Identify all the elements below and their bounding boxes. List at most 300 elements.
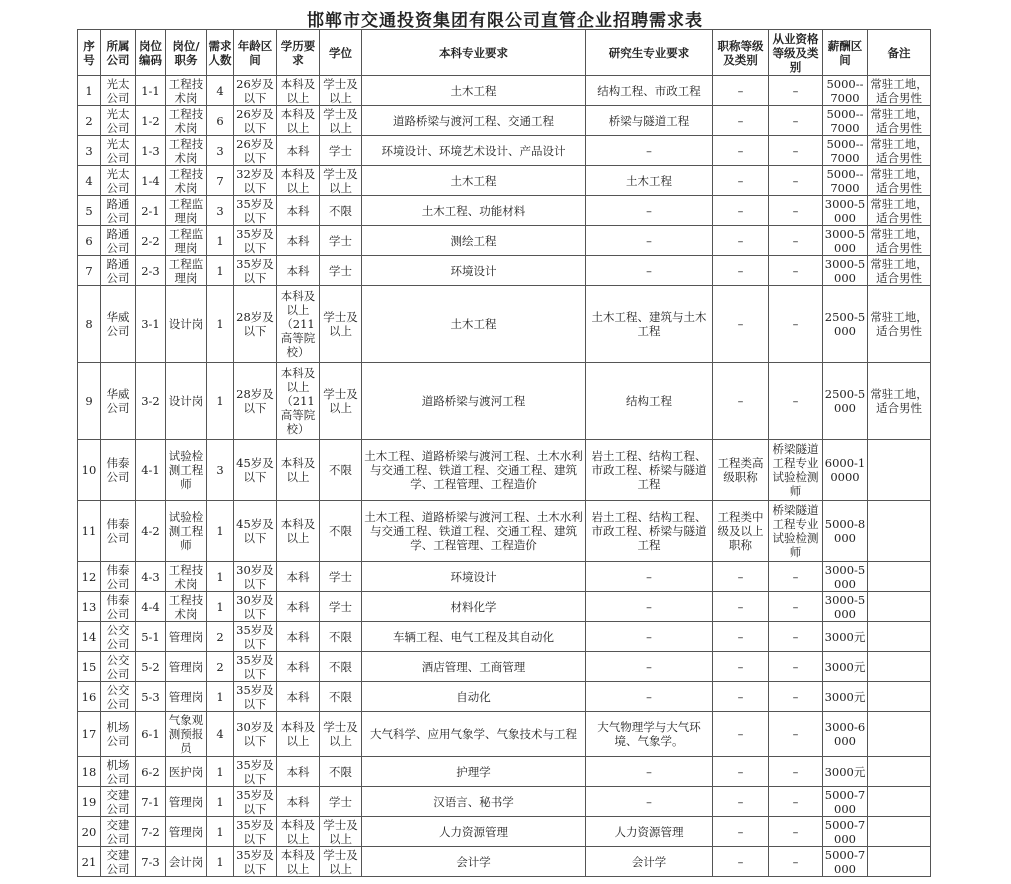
cell-headcount: 1 (207, 787, 234, 817)
cell-salary: 5000-7000 (823, 787, 868, 817)
cell-post: 试验检测工程师 (166, 501, 207, 562)
table-row (78, 106, 931, 136)
cell-title-level: – (713, 757, 769, 787)
cell-post-code: 3-2 (136, 363, 166, 440)
cell-undergrad-major: 道路桥梁与渡河工程、交通工程 (362, 106, 586, 136)
document-page (70, 0, 940, 884)
table-row (78, 592, 931, 622)
cell-post: 工程监理岗 (166, 256, 207, 286)
cell-headcount: 1 (207, 757, 234, 787)
cell-education: 本科 (277, 652, 320, 682)
cell-remarks (868, 712, 931, 757)
cell-remarks (868, 562, 931, 592)
cell-postgrad-major: 大气物理学与大气环境、气象学。 (586, 712, 713, 757)
cell-post-code: 5-3 (136, 682, 166, 712)
cell-age-range: 45岁及以下 (234, 501, 277, 562)
cell-education: 本科 (277, 757, 320, 787)
cell-post: 会计岗 (166, 847, 207, 877)
cell-title-level: – (713, 196, 769, 226)
cell-remarks (868, 682, 931, 712)
cell-seq: 1 (78, 76, 101, 106)
table-row (78, 712, 931, 757)
cell-age-range: 35岁及以下 (234, 682, 277, 712)
cell-age-range: 35岁及以下 (234, 817, 277, 847)
cell-undergrad-major: 土木工程、功能材料 (362, 196, 586, 226)
header-post: 岗位/职务 (166, 30, 207, 76)
cell-remarks (868, 652, 931, 682)
cell-post-code: 2-3 (136, 256, 166, 286)
cell-salary: 5000--7000 (823, 106, 868, 136)
cell-headcount: 6 (207, 106, 234, 136)
cell-seq: 2 (78, 106, 101, 136)
cell-company: 光太公司 (101, 166, 136, 196)
cell-age-range: 26岁及以下 (234, 76, 277, 106)
cell-undergrad-major: 土木工程 (362, 76, 586, 106)
cell-undergrad-major: 人力资源管理 (362, 817, 586, 847)
cell-headcount: 3 (207, 136, 234, 166)
header-company: 所属公司 (101, 30, 136, 76)
cell-seq: 17 (78, 712, 101, 757)
cell-qualification: – (769, 196, 823, 226)
cell-postgrad-major: – (586, 757, 713, 787)
cell-seq: 21 (78, 847, 101, 877)
cell-post: 医护岗 (166, 757, 207, 787)
cell-salary: 3000元 (823, 757, 868, 787)
cell-company: 伟泰公司 (101, 562, 136, 592)
cell-postgrad-major: – (586, 592, 713, 622)
cell-degree: 不限 (320, 622, 362, 652)
cell-salary: 3000-5000 (823, 226, 868, 256)
cell-undergrad-major: 材料化学 (362, 592, 586, 622)
cell-education: 本科 (277, 592, 320, 622)
cell-degree: 学士 (320, 136, 362, 166)
cell-postgrad-major: 结构工程 (586, 363, 713, 440)
cell-age-range: 26岁及以下 (234, 136, 277, 166)
cell-post-code: 7-3 (136, 847, 166, 877)
cell-degree: 学士及以上 (320, 166, 362, 196)
cell-company: 路通公司 (101, 256, 136, 286)
cell-remarks (868, 817, 931, 847)
cell-undergrad-major: 土木工程 (362, 166, 586, 196)
cell-salary: 3000元 (823, 622, 868, 652)
cell-education: 本科及以上 (277, 440, 320, 501)
cell-headcount: 2 (207, 652, 234, 682)
cell-post-code: 2-2 (136, 226, 166, 256)
cell-post-code: 5-2 (136, 652, 166, 682)
cell-company: 伟泰公司 (101, 501, 136, 562)
cell-post-code: 4-4 (136, 592, 166, 622)
cell-degree: 不限 (320, 440, 362, 501)
cell-education: 本科及以上 (277, 817, 320, 847)
cell-education: 本科 (277, 196, 320, 226)
cell-salary: 2500-5000 (823, 286, 868, 363)
cell-seq: 10 (78, 440, 101, 501)
cell-education: 本科及以上（211高等院校） (277, 286, 320, 363)
cell-degree: 不限 (320, 757, 362, 787)
cell-company: 交建公司 (101, 817, 136, 847)
cell-age-range: 35岁及以下 (234, 847, 277, 877)
cell-education: 本科 (277, 136, 320, 166)
cell-qualification: – (769, 847, 823, 877)
cell-qualification: – (769, 712, 823, 757)
cell-post: 气象观测预报员 (166, 712, 207, 757)
cell-seq: 4 (78, 166, 101, 196)
cell-title-level: – (713, 817, 769, 847)
cell-education: 本科 (277, 622, 320, 652)
cell-headcount: 3 (207, 440, 234, 501)
cell-title-level: – (713, 76, 769, 106)
cell-qualification: – (769, 682, 823, 712)
cell-remarks: 常驻工地，适合男性 (868, 226, 931, 256)
cell-seq: 19 (78, 787, 101, 817)
cell-degree: 不限 (320, 652, 362, 682)
cell-undergrad-major: 大气科学、应用气象学、气象技术与工程 (362, 712, 586, 757)
cell-education: 本科及以上 (277, 847, 320, 877)
cell-postgrad-major: – (586, 652, 713, 682)
header-headcount: 需求人数 (207, 30, 234, 76)
cell-company: 公交公司 (101, 622, 136, 652)
cell-company: 公交公司 (101, 652, 136, 682)
cell-company: 交建公司 (101, 787, 136, 817)
cell-post: 管理岗 (166, 622, 207, 652)
cell-remarks: 常驻工地，适合男性 (868, 256, 931, 286)
cell-headcount: 7 (207, 166, 234, 196)
table-row (78, 622, 931, 652)
cell-headcount: 2 (207, 622, 234, 652)
table-row (78, 196, 931, 226)
cell-post-code: 3-1 (136, 286, 166, 363)
header-degree: 学位 (320, 30, 362, 76)
cell-headcount: 1 (207, 817, 234, 847)
cell-education: 本科及以上 (277, 106, 320, 136)
cell-degree: 学士及以上 (320, 363, 362, 440)
cell-postgrad-major: – (586, 562, 713, 592)
cell-headcount: 1 (207, 682, 234, 712)
table-row (78, 76, 931, 106)
header-post-code: 岗位编码 (136, 30, 166, 76)
cell-company: 光太公司 (101, 136, 136, 166)
cell-salary: 5000-7000 (823, 817, 868, 847)
cell-undergrad-major: 环境设计 (362, 562, 586, 592)
header-seq: 序号 (78, 30, 101, 76)
cell-remarks (868, 440, 931, 501)
cell-headcount: 1 (207, 501, 234, 562)
cell-title-level: – (713, 712, 769, 757)
cell-undergrad-major: 土木工程、道路桥梁与渡河工程、土木水利与交通工程、铁道工程、交通工程、建筑学、工程管理、工程造价 (362, 501, 586, 562)
cell-salary: 5000-8000 (823, 501, 868, 562)
cell-headcount: 4 (207, 76, 234, 106)
cell-salary: 3000-6000 (823, 712, 868, 757)
cell-seq: 16 (78, 682, 101, 712)
cell-seq: 3 (78, 136, 101, 166)
cell-seq: 6 (78, 226, 101, 256)
cell-degree: 学士及以上 (320, 106, 362, 136)
cell-post: 工程技术岗 (166, 136, 207, 166)
cell-post: 管理岗 (166, 652, 207, 682)
table-row (78, 562, 931, 592)
cell-headcount: 1 (207, 562, 234, 592)
cell-postgrad-major: – (586, 136, 713, 166)
cell-remarks: 常驻工地，适合男性 (868, 136, 931, 166)
table-row (78, 682, 931, 712)
cell-company: 华威公司 (101, 363, 136, 440)
cell-title-level: – (713, 622, 769, 652)
cell-education: 本科 (277, 787, 320, 817)
cell-age-range: 35岁及以下 (234, 787, 277, 817)
cell-post-code: 4-2 (136, 501, 166, 562)
cell-salary: 6000-10000 (823, 440, 868, 501)
cell-headcount: 3 (207, 196, 234, 226)
cell-post-code: 1-2 (136, 106, 166, 136)
cell-seq: 12 (78, 562, 101, 592)
cell-education: 本科 (277, 682, 320, 712)
cell-education: 本科及以上 (277, 76, 320, 106)
cell-seq: 5 (78, 196, 101, 226)
cell-headcount: 1 (207, 592, 234, 622)
cell-salary: 3000-5000 (823, 196, 868, 226)
cell-title-level: 工程类高级职称 (713, 440, 769, 501)
cell-post-code: 4-3 (136, 562, 166, 592)
cell-age-range: 30岁及以下 (234, 562, 277, 592)
cell-salary: 3000-5000 (823, 592, 868, 622)
cell-degree: 学士及以上 (320, 817, 362, 847)
cell-postgrad-major: – (586, 196, 713, 226)
document-title: 邯郸市交通投资集团有限公司直管企业招聘需求表 (307, 11, 703, 31)
cell-education: 本科及以上 (277, 166, 320, 196)
recruitment-table (77, 29, 931, 877)
cell-postgrad-major: – (586, 226, 713, 256)
cell-age-range: 35岁及以下 (234, 622, 277, 652)
cell-post-code: 5-1 (136, 622, 166, 652)
cell-title-level: 工程类中级及以上职称 (713, 501, 769, 562)
cell-post-code: 1-1 (136, 76, 166, 106)
cell-qualification: – (769, 286, 823, 363)
cell-title-level: – (713, 847, 769, 877)
cell-undergrad-major: 护理学 (362, 757, 586, 787)
cell-degree: 不限 (320, 501, 362, 562)
cell-qualification: – (769, 76, 823, 106)
cell-degree: 学士 (320, 787, 362, 817)
header-undergrad-major: 本科专业要求 (362, 30, 586, 76)
table-row (78, 501, 931, 562)
cell-degree: 不限 (320, 682, 362, 712)
cell-title-level: – (713, 682, 769, 712)
table-row (78, 847, 931, 877)
cell-postgrad-major: – (586, 622, 713, 652)
cell-title-level: – (713, 286, 769, 363)
cell-post: 工程技术岗 (166, 106, 207, 136)
cell-seq: 14 (78, 622, 101, 652)
cell-title-level: – (713, 136, 769, 166)
cell-postgrad-major: – (586, 256, 713, 286)
cell-post-code: 1-4 (136, 166, 166, 196)
cell-age-range: 35岁及以下 (234, 652, 277, 682)
cell-qualification: – (769, 817, 823, 847)
cell-qualification: – (769, 226, 823, 256)
cell-degree: 学士及以上 (320, 76, 362, 106)
cell-remarks (868, 592, 931, 622)
cell-postgrad-major: 人力资源管理 (586, 817, 713, 847)
cell-title-level: – (713, 562, 769, 592)
cell-qualification: – (769, 106, 823, 136)
cell-postgrad-major: 结构工程、市政工程 (586, 76, 713, 106)
cell-education: 本科及以上 (277, 712, 320, 757)
cell-remarks: 常驻工地，适合男性 (868, 166, 931, 196)
cell-title-level: – (713, 226, 769, 256)
cell-undergrad-major: 会计学 (362, 847, 586, 877)
cell-post: 设计岗 (166, 286, 207, 363)
cell-undergrad-major: 土木工程 (362, 286, 586, 363)
cell-education: 本科 (277, 256, 320, 286)
cell-undergrad-major: 环境设计 (362, 256, 586, 286)
cell-seq: 8 (78, 286, 101, 363)
cell-qualification: – (769, 622, 823, 652)
cell-title-level: – (713, 592, 769, 622)
table-row (78, 136, 931, 166)
cell-company: 光太公司 (101, 106, 136, 136)
cell-headcount: 1 (207, 226, 234, 256)
cell-salary: 3000-5000 (823, 256, 868, 286)
cell-postgrad-major: – (586, 682, 713, 712)
cell-post: 工程技术岗 (166, 76, 207, 106)
cell-seq: 11 (78, 501, 101, 562)
cell-remarks: 常驻工地，适合男性 (868, 106, 931, 136)
table-row (78, 166, 931, 196)
cell-company: 路通公司 (101, 196, 136, 226)
cell-headcount: 1 (207, 847, 234, 877)
cell-education: 本科及以上 (277, 501, 320, 562)
cell-undergrad-major: 环境设计、环境艺术设计、产品设计 (362, 136, 586, 166)
cell-postgrad-major: – (586, 787, 713, 817)
cell-remarks: 常驻工地，适合男性 (868, 76, 931, 106)
cell-undergrad-major: 酒店管理、工商管理 (362, 652, 586, 682)
cell-salary: 5000-7000 (823, 847, 868, 877)
header-postgrad-major: 研究生专业要求 (586, 30, 713, 76)
cell-company: 华威公司 (101, 286, 136, 363)
table-row (78, 440, 931, 501)
cell-education: 本科 (277, 226, 320, 256)
cell-remarks (868, 787, 931, 817)
table-row (78, 256, 931, 286)
cell-remarks (868, 757, 931, 787)
cell-salary: 2500-5000 (823, 363, 868, 440)
cell-qualification: – (769, 757, 823, 787)
cell-undergrad-major: 测绘工程 (362, 226, 586, 256)
cell-postgrad-major: 土木工程、建筑与土木工程 (586, 286, 713, 363)
cell-seq: 9 (78, 363, 101, 440)
cell-post-code: 7-2 (136, 817, 166, 847)
cell-degree: 学士 (320, 592, 362, 622)
cell-title-level: – (713, 166, 769, 196)
cell-qualification: – (769, 592, 823, 622)
cell-remarks: 常驻工地，适合男性 (868, 286, 931, 363)
cell-company: 伟泰公司 (101, 440, 136, 501)
cell-salary: 3000元 (823, 652, 868, 682)
cell-postgrad-major: 土木工程 (586, 166, 713, 196)
cell-title-level: – (713, 652, 769, 682)
table-row (78, 226, 931, 256)
cell-post-code: 7-1 (136, 787, 166, 817)
cell-post: 工程监理岗 (166, 226, 207, 256)
cell-post-code: 4-1 (136, 440, 166, 501)
cell-education: 本科及以上（211高等院校） (277, 363, 320, 440)
table-header-row (78, 30, 931, 76)
cell-post-code: 6-2 (136, 757, 166, 787)
cell-headcount: 1 (207, 286, 234, 363)
cell-title-level: – (713, 787, 769, 817)
cell-postgrad-major: 岩土工程、结构工程、市政工程、桥梁与隧道工程 (586, 440, 713, 501)
cell-company: 伟泰公司 (101, 592, 136, 622)
cell-qualification: 桥梁隧道工程专业试验检测师 (769, 501, 823, 562)
cell-salary: 3000-5000 (823, 562, 868, 592)
cell-company: 光太公司 (101, 76, 136, 106)
cell-age-range: 26岁及以下 (234, 106, 277, 136)
cell-seq: 18 (78, 757, 101, 787)
cell-post: 管理岗 (166, 817, 207, 847)
cell-remarks (868, 847, 931, 877)
cell-age-range: 30岁及以下 (234, 712, 277, 757)
cell-company: 路通公司 (101, 226, 136, 256)
header-title-level: 职称等级及类别 (713, 30, 769, 76)
cell-post: 工程技术岗 (166, 592, 207, 622)
cell-post: 管理岗 (166, 682, 207, 712)
cell-title-level: – (713, 256, 769, 286)
cell-company: 公交公司 (101, 682, 136, 712)
cell-post: 工程技术岗 (166, 562, 207, 592)
cell-qualification: – (769, 787, 823, 817)
header-qualification: 从业资格等级及类别 (769, 30, 823, 76)
cell-age-range: 35岁及以下 (234, 226, 277, 256)
cell-post: 工程监理岗 (166, 196, 207, 226)
table-row (78, 817, 931, 847)
cell-degree: 学士及以上 (320, 847, 362, 877)
cell-post-code: 6-1 (136, 712, 166, 757)
cell-qualification: – (769, 652, 823, 682)
cell-post: 管理岗 (166, 787, 207, 817)
cell-qualification: 桥梁隧道工程专业试验检测师 (769, 440, 823, 501)
cell-post-code: 1-3 (136, 136, 166, 166)
table-row (78, 652, 931, 682)
cell-age-range: 35岁及以下 (234, 256, 277, 286)
cell-post: 试验检测工程师 (166, 440, 207, 501)
cell-age-range: 35岁及以下 (234, 196, 277, 226)
cell-undergrad-major: 汉语言、秘书学 (362, 787, 586, 817)
cell-seq: 20 (78, 817, 101, 847)
cell-education: 本科 (277, 562, 320, 592)
cell-postgrad-major: 桥梁与隧道工程 (586, 106, 713, 136)
header-remarks: 备注 (868, 30, 931, 76)
cell-qualification: – (769, 166, 823, 196)
cell-company: 交建公司 (101, 847, 136, 877)
cell-undergrad-major: 自动化 (362, 682, 586, 712)
cell-qualification: – (769, 136, 823, 166)
cell-degree: 学士 (320, 256, 362, 286)
cell-remarks: 常驻工地，适合男性 (868, 196, 931, 226)
cell-headcount: 4 (207, 712, 234, 757)
header-education: 学历要求 (277, 30, 320, 76)
cell-undergrad-major: 道路桥梁与渡河工程 (362, 363, 586, 440)
cell-title-level: – (713, 106, 769, 136)
cell-company: 机场公司 (101, 757, 136, 787)
cell-salary: 5000--7000 (823, 136, 868, 166)
cell-age-range: 32岁及以下 (234, 166, 277, 196)
table-row (78, 757, 931, 787)
cell-degree: 不限 (320, 196, 362, 226)
cell-remarks (868, 501, 931, 562)
cell-seq: 15 (78, 652, 101, 682)
cell-post: 设计岗 (166, 363, 207, 440)
cell-seq: 13 (78, 592, 101, 622)
